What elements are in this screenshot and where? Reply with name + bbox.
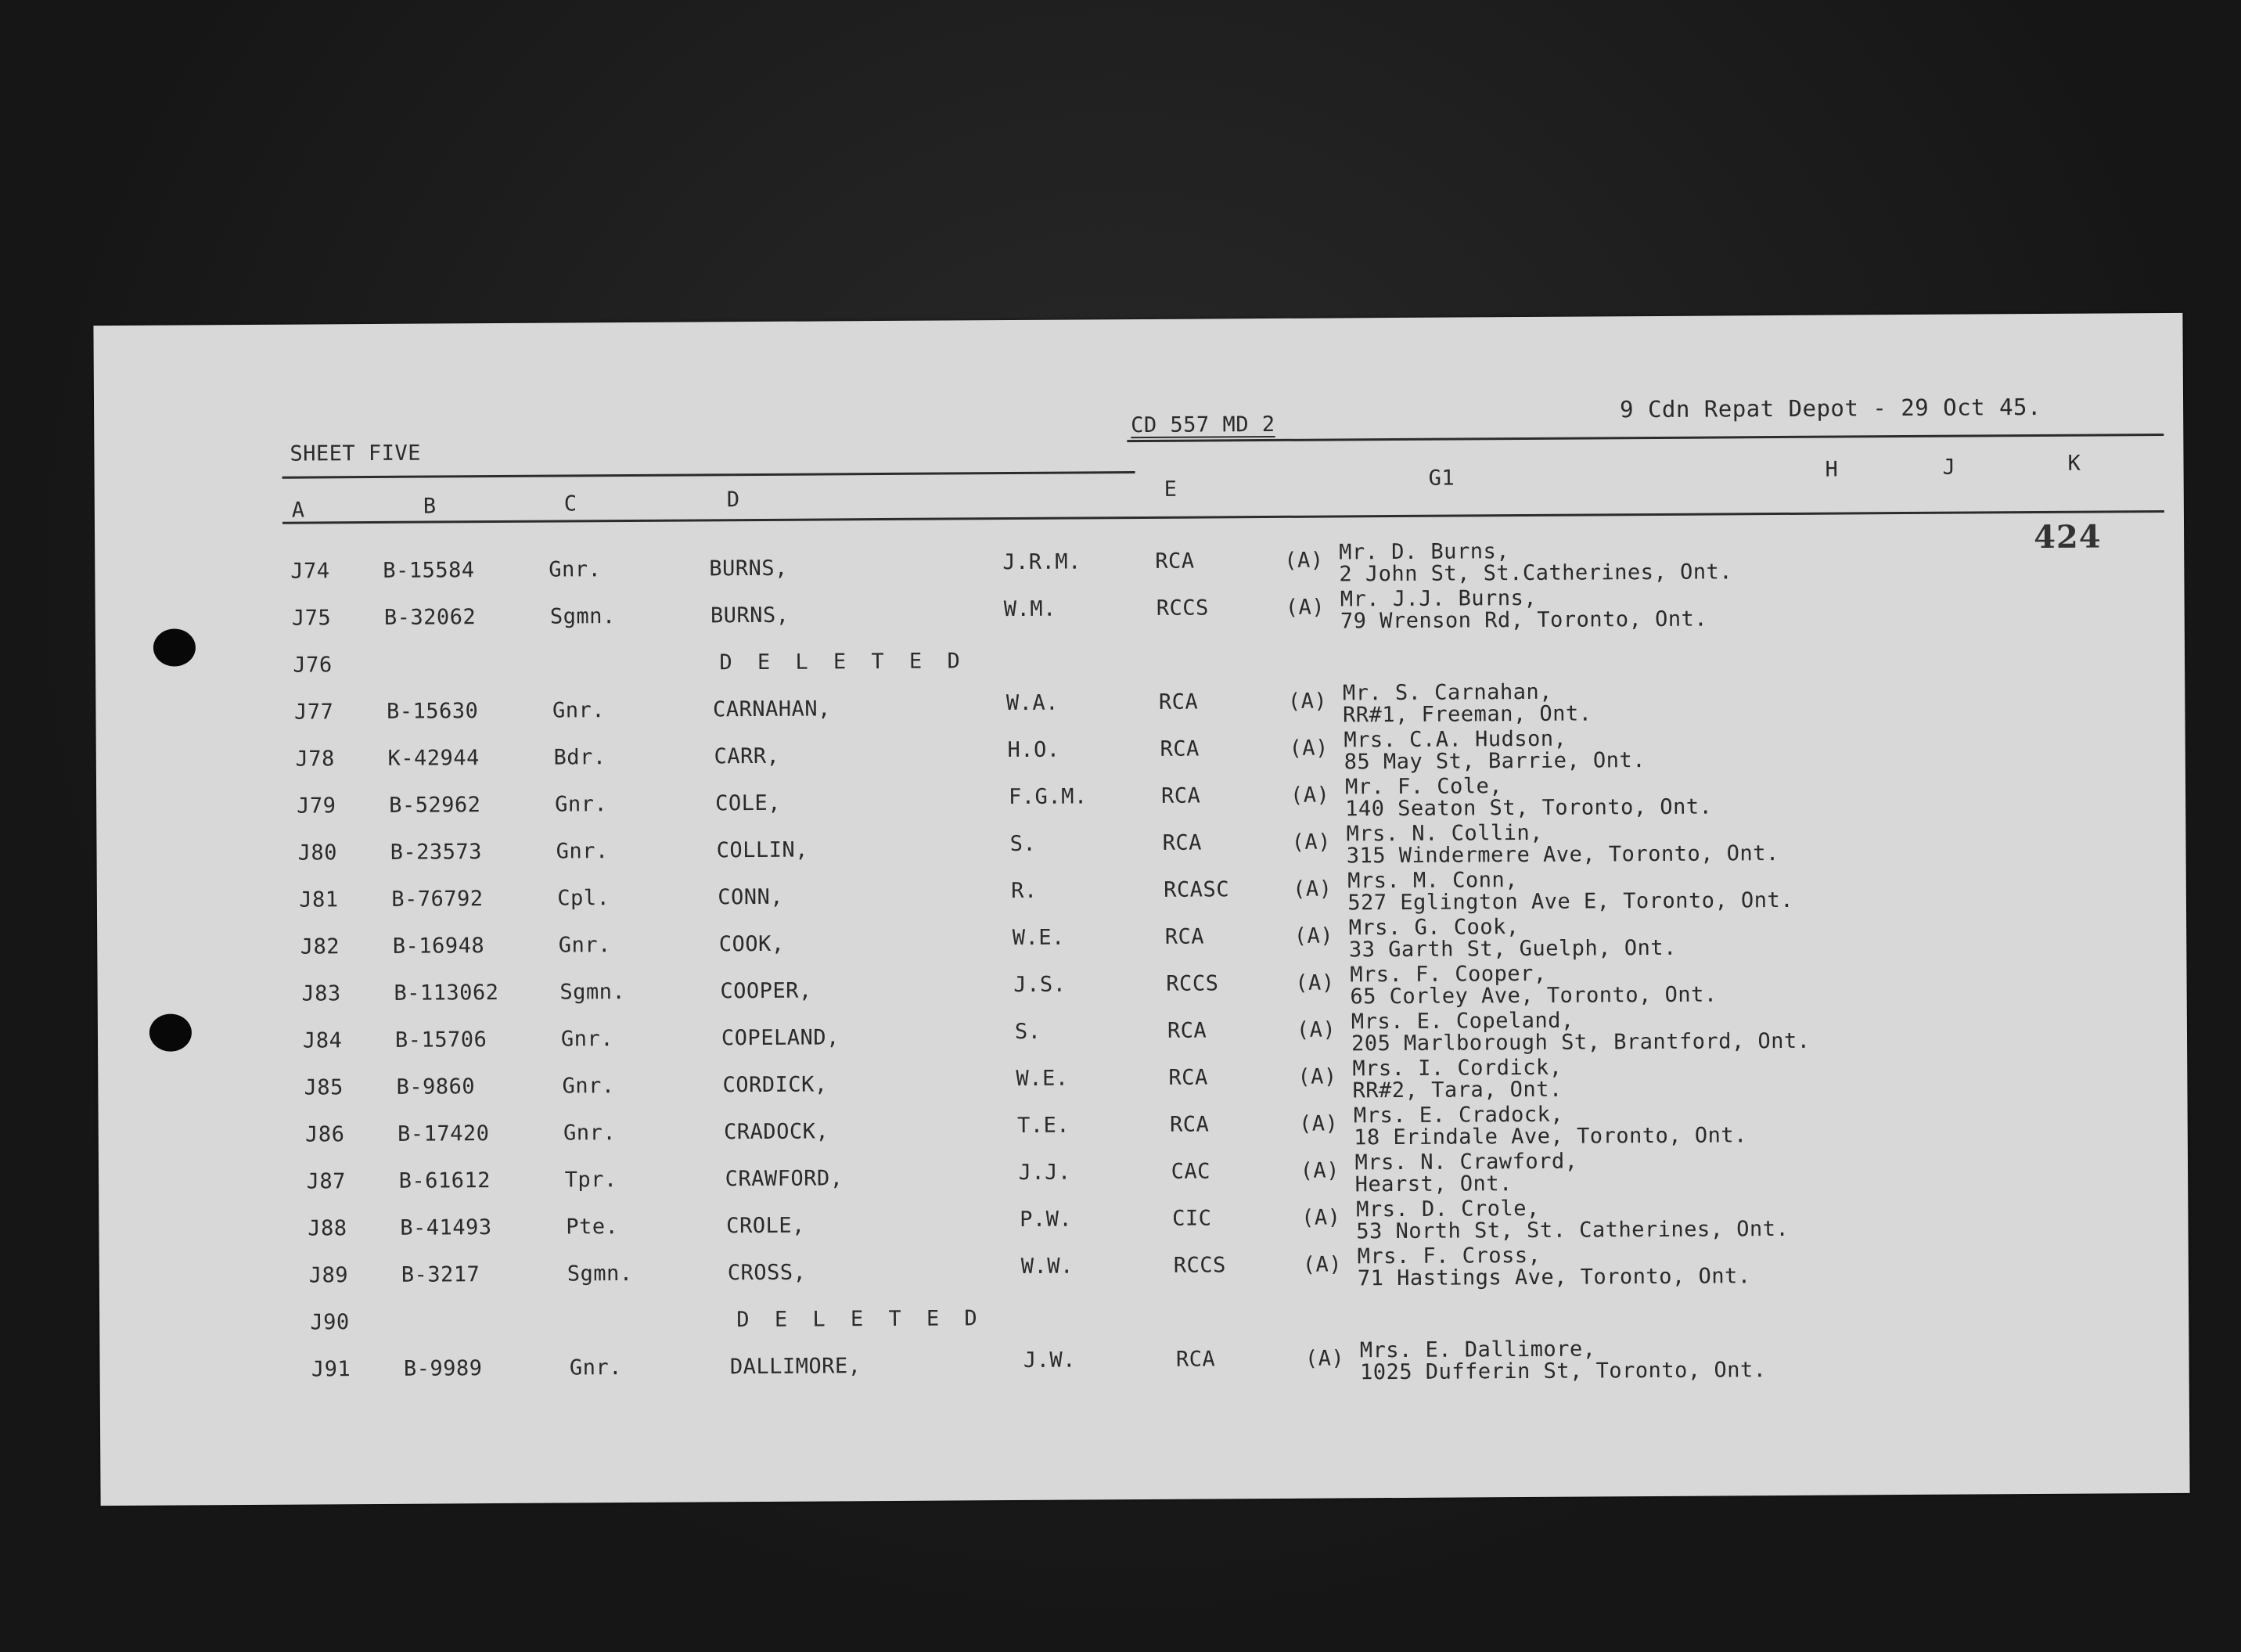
cell-surname: CONN, [718, 884, 784, 910]
cell-service-no: B-61612 [398, 1168, 491, 1193]
column-b: B [423, 494, 437, 519]
document-reference: CD 557 MD 2 [1131, 412, 1275, 438]
cell-address: 140 Seaton St, Toronto, Ont. [1345, 794, 1713, 822]
cell-service-no: B-41493 [400, 1215, 492, 1240]
cell-address: Hearst, Ont. [1354, 1172, 1513, 1197]
cell-next-of-kin: Mrs. E. Copeland, [1351, 1008, 1574, 1035]
depot-and-date: 9 Cdn Repat Depot - 29 Oct 45. [1620, 393, 2042, 423]
cell-unit: RCASC [1164, 877, 1230, 902]
cell-surname: COOK, [718, 931, 785, 957]
cell-rank: Gnr. [556, 839, 609, 864]
page-number-stamp: 424 [2033, 518, 2102, 556]
cell-next-of-kin: Mr. S. Carnahan, [1342, 679, 1553, 706]
punch-hole-top [153, 628, 196, 666]
cell-unit: RCCS [1173, 1253, 1226, 1278]
cell-address: 18 Erindale Ave, Toronto, Ont. [1354, 1123, 1747, 1150]
cell-address: 53 North St, St. Catherines, Ont. [1356, 1216, 1790, 1244]
cell-a: J76 [293, 653, 333, 678]
cell-surname: BURNS, [710, 603, 790, 628]
cell-address: 65 Corley Ave, Toronto, Ont. [1350, 982, 1718, 1010]
cell-surname: COOPER, [720, 978, 812, 1004]
cell-unit: CAC [1171, 1159, 1211, 1184]
cell-category: (A) [1284, 548, 1324, 573]
cell-initials: W.E. [1012, 925, 1065, 951]
cell-rank: Sgmn. [567, 1261, 633, 1287]
header-rule-top [1127, 434, 2164, 442]
cell-unit: RCCS [1156, 596, 1209, 621]
cell-category: (A) [1290, 783, 1330, 808]
cell-next-of-kin: Mrs. F. Cooper, [1350, 961, 1547, 988]
cell-unit: RCA [1162, 830, 1203, 855]
column-a: A [291, 498, 305, 523]
cell-initials: W.A. [1005, 690, 1059, 716]
cell-service-no: B-52962 [389, 793, 481, 818]
sheet-label: SHEET FIVE [290, 441, 422, 466]
cell-rank: Pte. [566, 1215, 619, 1240]
cell-surname: CRADOCK, [724, 1119, 829, 1145]
column-c: C [563, 491, 577, 516]
cell-initials: P.W. [1020, 1207, 1073, 1232]
cell-surname: CRAWFORD, [725, 1166, 844, 1192]
cell-next-of-kin: Mrs. E. Cradock, [1353, 1102, 1564, 1128]
cell-unit: RCA [1168, 1065, 1208, 1090]
cell-unit: RCCS [1166, 971, 1219, 996]
cell-service-no: B-3217 [401, 1262, 480, 1287]
cell-initials: W.W. [1020, 1254, 1074, 1279]
column-k: K [2067, 451, 2081, 476]
cell-next-of-kin: Mr. D. Burns, [1339, 539, 1510, 565]
cell-address: RR#1, Freeman, Ont. [1342, 701, 1592, 728]
cell-service-no: B-23573 [390, 840, 483, 865]
cell-rank: Tpr. [564, 1168, 617, 1193]
cell-service-no: B-17420 [397, 1121, 490, 1146]
cell-surname: COLLIN, [716, 837, 809, 863]
cell-next-of-kin: Mrs. D. Crole, [1356, 1196, 1540, 1222]
cell-rank: Gnr. [560, 1027, 614, 1052]
cell-unit: RCA [1175, 1347, 1216, 1372]
cell-address: 527 Eglington Ave E, Toronto, Ont. [1347, 887, 1794, 916]
cell-category: (A) [1289, 736, 1329, 761]
cell-surname: CORDICK, [722, 1072, 828, 1098]
cell-initials: W.M. [1003, 596, 1056, 622]
cell-initials: W.E. [1016, 1066, 1069, 1091]
cell-rank: Gnr. [555, 792, 608, 817]
cell-surname: D E L E T E D [719, 649, 966, 675]
cell-address: 205 Marlborough St, Brantford, Ont. [1351, 1028, 1811, 1056]
cell-address: 79 Wrenson Rd, Toronto, Ont. [1340, 606, 1708, 634]
cell-rank: Sgmn. [559, 980, 626, 1005]
cell-next-of-kin: Mrs. E. Dallimore, [1359, 1337, 1596, 1363]
cell-surname: CARR, [714, 743, 780, 769]
cell-category: (A) [1293, 923, 1334, 948]
cell-surname: CROSS, [727, 1260, 807, 1286]
cell-a: J91 [311, 1357, 351, 1382]
cell-category: (A) [1304, 1346, 1345, 1371]
cell-category: (A) [1295, 970, 1335, 995]
cell-rank: Bdr. [553, 745, 606, 770]
cell-surname: CARNAHAN, [712, 696, 831, 722]
column-g1: G1 [1428, 466, 1455, 491]
cell-category: (A) [1298, 1111, 1339, 1136]
cell-unit: RCA [1161, 783, 1201, 808]
cell-address: 33 Garth St, Guelph, Ont. [1348, 935, 1677, 963]
cell-service-no: B-9989 [403, 1356, 483, 1381]
cell-next-of-kin: Mrs. M. Conn, [1347, 868, 1519, 894]
cell-service-no: B-16948 [392, 934, 485, 959]
cell-rank: Gnr. [552, 698, 606, 723]
cell-next-of-kin: Mrs. N. Collin, [1346, 820, 1544, 847]
cell-a: J85 [304, 1075, 344, 1100]
header-rule-left [282, 471, 1135, 479]
cell-a: J81 [299, 887, 339, 912]
cell-address: 2 John St, St.Catherines, Ont. [1339, 560, 1733, 587]
cell-service-no: B-76792 [391, 887, 484, 912]
cell-category: (A) [1287, 689, 1328, 714]
cell-a: J83 [301, 981, 341, 1006]
cell-initials: J.J. [1018, 1160, 1071, 1185]
cell-next-of-kin: Mr. J.J. Burns, [1340, 585, 1538, 612]
cell-service-no: B-15706 [394, 1028, 487, 1053]
cell-surname: D E L E T E D [736, 1306, 984, 1333]
column-j: J [1942, 455, 1956, 480]
cell-address: RR#2, Tara, Ont. [1352, 1077, 1563, 1103]
cell-a: J79 [297, 794, 336, 819]
cell-surname: BURNS, [709, 556, 788, 581]
cell-next-of-kin: Mrs. I. Cordick, [1352, 1055, 1563, 1082]
cell-initials: J.R.M. [1002, 549, 1081, 575]
cell-unit: CIC [1172, 1206, 1212, 1231]
cell-address: 85 May St, Barrie, Ont. [1344, 748, 1646, 775]
column-d: D [726, 488, 740, 513]
cell-initials: J.W. [1023, 1348, 1077, 1373]
column-e: E [1164, 477, 1178, 502]
cell-unit: RCA [1169, 1112, 1210, 1137]
cell-a: J86 [305, 1122, 345, 1147]
cell-category: (A) [1300, 1158, 1340, 1183]
cell-next-of-kin: Mrs. F. Cross, [1357, 1243, 1541, 1269]
cell-a: J84 [302, 1028, 343, 1053]
cell-next-of-kin: Mrs. G. Cook, [1348, 915, 1520, 941]
cell-a: J77 [293, 700, 334, 725]
cell-rank: Gnr. [569, 1355, 623, 1380]
cell-rank: Gnr. [549, 557, 602, 582]
cell-rank: Gnr. [562, 1074, 615, 1099]
cell-unit: RCA [1167, 1018, 1207, 1043]
cell-address: 1025 Dufferin St, Toronto, Ont. [1359, 1358, 1767, 1385]
cell-service-no: B-15630 [386, 699, 479, 724]
cell-a: J88 [308, 1216, 347, 1241]
cell-category: (A) [1285, 595, 1326, 620]
cell-rank: Cpl. [557, 886, 610, 911]
cell-unit: RCA [1160, 736, 1200, 761]
cell-initials: T.E. [1016, 1113, 1070, 1138]
cell-unit: RCA [1155, 549, 1195, 574]
cell-unit: RCA [1164, 924, 1205, 949]
cell-category: (A) [1296, 1017, 1336, 1042]
cell-next-of-kin: Mrs. N. Crawford, [1354, 1149, 1578, 1175]
cell-next-of-kin: Mr. F. Cole, [1344, 774, 1503, 800]
cell-rank: Gnr. [558, 933, 611, 958]
cell-initials: J.S. [1013, 972, 1067, 998]
cell-a: J80 [297, 840, 338, 866]
cell-service-no: B-15584 [383, 558, 475, 583]
cell-category: (A) [1297, 1064, 1337, 1089]
cell-category: (A) [1302, 1252, 1343, 1277]
cell-a: J90 [310, 1310, 350, 1335]
cell-next-of-kin: Mrs. C.A. Hudson, [1344, 726, 1567, 753]
cell-rank: Sgmn. [549, 604, 616, 629]
punch-hole-bottom [149, 1013, 192, 1051]
cell-a: J87 [306, 1169, 347, 1194]
cell-category: (A) [1301, 1205, 1341, 1230]
cell-a: J78 [295, 747, 335, 772]
cell-initials: H.O. [1007, 737, 1060, 763]
cell-a: J75 [291, 606, 332, 631]
cell-initials: F.G.M. [1009, 784, 1088, 810]
cell-service-no: B-113062 [394, 981, 499, 1006]
cell-unit: RCA [1158, 689, 1199, 714]
record-sheet [93, 313, 2189, 1506]
cell-initials: S. [1014, 1019, 1041, 1044]
cell-initials: R. [1011, 878, 1038, 904]
cell-surname: COPELAND, [721, 1025, 840, 1051]
cell-address: 71 Hastings Ave, Toronto, Ont. [1357, 1264, 1751, 1291]
cell-initials: S. [1009, 831, 1037, 857]
cell-service-no: B-9860 [396, 1074, 476, 1100]
cell-rank: Gnr. [563, 1121, 617, 1146]
cell-service-no: K-42944 [387, 746, 480, 771]
cell-surname: CROLE, [726, 1213, 805, 1239]
cell-surname: DALLIMORE, [729, 1354, 862, 1380]
cell-surname: COLE, [715, 790, 782, 816]
cell-service-no: B-32062 [383, 605, 477, 630]
cell-a: J82 [300, 934, 340, 959]
cell-category: (A) [1293, 876, 1333, 902]
cell-category: (A) [1291, 830, 1332, 855]
cell-a: J74 [290, 559, 330, 584]
cell-a: J89 [308, 1263, 349, 1288]
cell-address: 315 Windermere Ave, Toronto, Ont. [1346, 841, 1779, 869]
column-h: H [1825, 457, 1839, 482]
